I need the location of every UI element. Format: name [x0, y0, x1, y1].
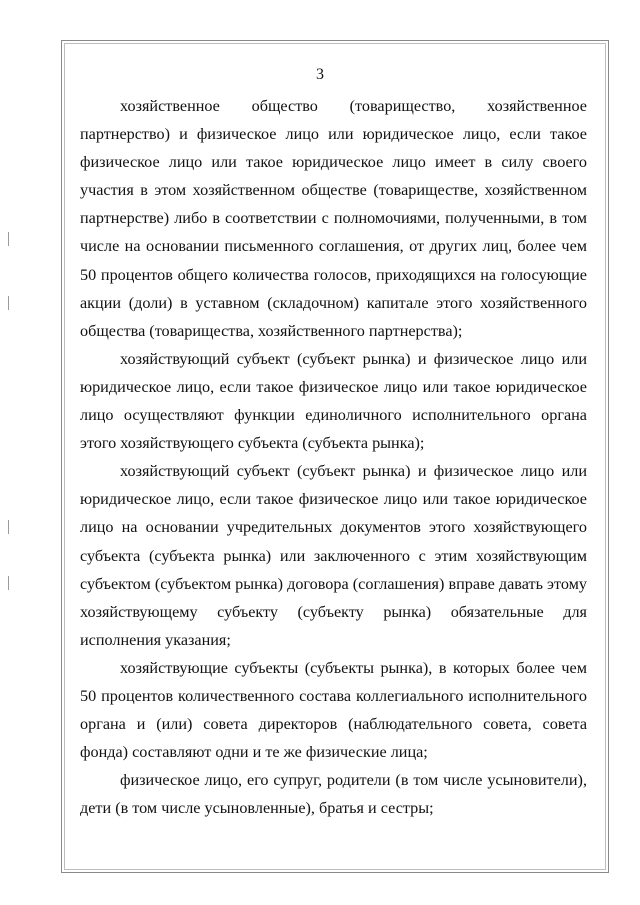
- paragraph-1: хозяйственное общество (товарищество, хозяйственное партнерство) и физическое лицо или юридическое лицо, если такое физическое лицо или такое юридическое лицо имеет в силу своего участия в этом хозяйственном обществе (товариществе, хозяйственном партнерстве) либо в соответствии с полномочиями, полученными, в том числе на основании письменного соглашения, от других лиц, более чем 50 процентов общего количества голосов, приходящихся на голосующие акции (доли) в уставном (складочном) капитале этого хозяйственного общества (товарищества, хозяйственного партнерства);: [80, 97, 587, 340]
- paragraph-4: хозяйствующие субъекты (субъекты рынка), в которых более чем 50 процентов количественного состава коллегиального исполнительного органа и (или) совета директоров (наблюдательного совета, совета фонда) составляют одни и те же физические лица;: [80, 658, 587, 762]
- page-number: 3: [316, 66, 324, 83]
- paragraph-5: физическое лицо, его супруг, родители (в том числе усыновители), дети (в том числе усыновленные), братья и сестры;: [80, 771, 587, 818]
- document-body: [80, 92, 587, 822]
- paragraph-3: хозяйствующий субъект (субъект рынка) и физическое лицо или юридическое лицо, если такое физическое лицо или такое юридическое лицо на основании учредительных документов этого хозяйствующего субъекта (субъекта рынка) или заключенного с этим хозяйствующим субъектом (субъектом рынка) договора (соглашения) вправе давать этому хозяйствующему субъекту (субъекту рынка) обязательные для исполнения указания;: [80, 462, 587, 649]
- scan-margin-marks: [8, 0, 12, 905]
- paragraph-2: хозяйствующий субъект (субъект рынка) и физическое лицо или юридическое лицо, если такое физическое лицо или такое юридическое лицо осуществляют функции единоличного исполнительного органа этого хозяйствующего субъекта (субъекта рынка);: [80, 349, 587, 453]
